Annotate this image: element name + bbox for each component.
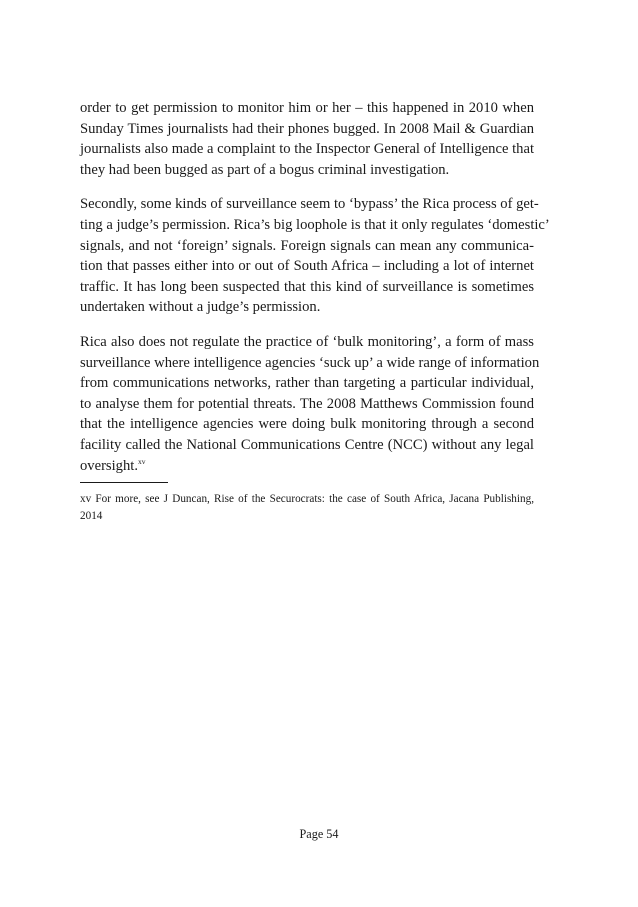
page-body: [80, 98, 550, 525]
text-line: ting a judge’s permission. Rica’s big loophole is that it only regulates ‘domestic’: [80, 216, 550, 233]
text-line: tion that passes either into or out of South Africa – including a lot of internet: [80, 258, 534, 275]
footnote-line: 2014: [80, 510, 103, 523]
page-number: Page 54: [299, 827, 339, 841]
paragraph-1: [80, 98, 534, 180]
paragraph-2: [80, 194, 550, 318]
text-line: traffic. It has long been suspected that this kind of surveillance is sometimes: [80, 278, 534, 295]
text-line: [80, 456, 534, 477]
text-line: undertaken without a judge’s permission.: [80, 299, 321, 316]
text-line: from communications networks, rather than targeting a particular individual,: [80, 375, 534, 392]
footnote-divider: [80, 482, 168, 483]
text-line: Secondly, some kinds of surveillance seem to ‘bypass’ the Rica process of get-: [80, 196, 539, 213]
text-line: they had been bugged as part of a bogus criminal investigation.: [80, 161, 450, 178]
footnote-line: xv For more, see J Duncan, Rise of the Securocrats: the case of South Africa, Jacana Publishing,: [80, 493, 534, 506]
text-fragment: oversight.: [80, 457, 138, 474]
text-line: to analyse them for potential threats. The 2008 Matthews Commission found: [80, 395, 534, 412]
text-line: that the intelligence agencies were doing bulk monitoring through a second: [80, 416, 534, 433]
text-line: Rica also does not regulate the practice of ‘bulk monitoring’, a form of mass: [80, 333, 534, 350]
paragraph-3: [80, 332, 540, 476]
footnote-reference[interactable]: xv: [137, 456, 146, 466]
text-line: Sunday Times journalists had their phones bugged. In 2008 Mail & Guardian: [80, 120, 534, 137]
text-line: journalists also made a complaint to the Inspector General of Intelligence that: [80, 141, 534, 158]
text-line: order to get permission to monitor him or her – this happened in 2010 when: [80, 100, 534, 116]
text-line: signals, and not ‘foreign’ signals. Foreign signals can mean any communica-: [80, 237, 534, 254]
text-line: surveillance where intelligence agencies ‘suck up’ a wide range of information: [80, 354, 540, 371]
footnote: [80, 491, 534, 525]
text-line: facility called the National Communications Centre (NCC) without any legal: [80, 436, 534, 453]
